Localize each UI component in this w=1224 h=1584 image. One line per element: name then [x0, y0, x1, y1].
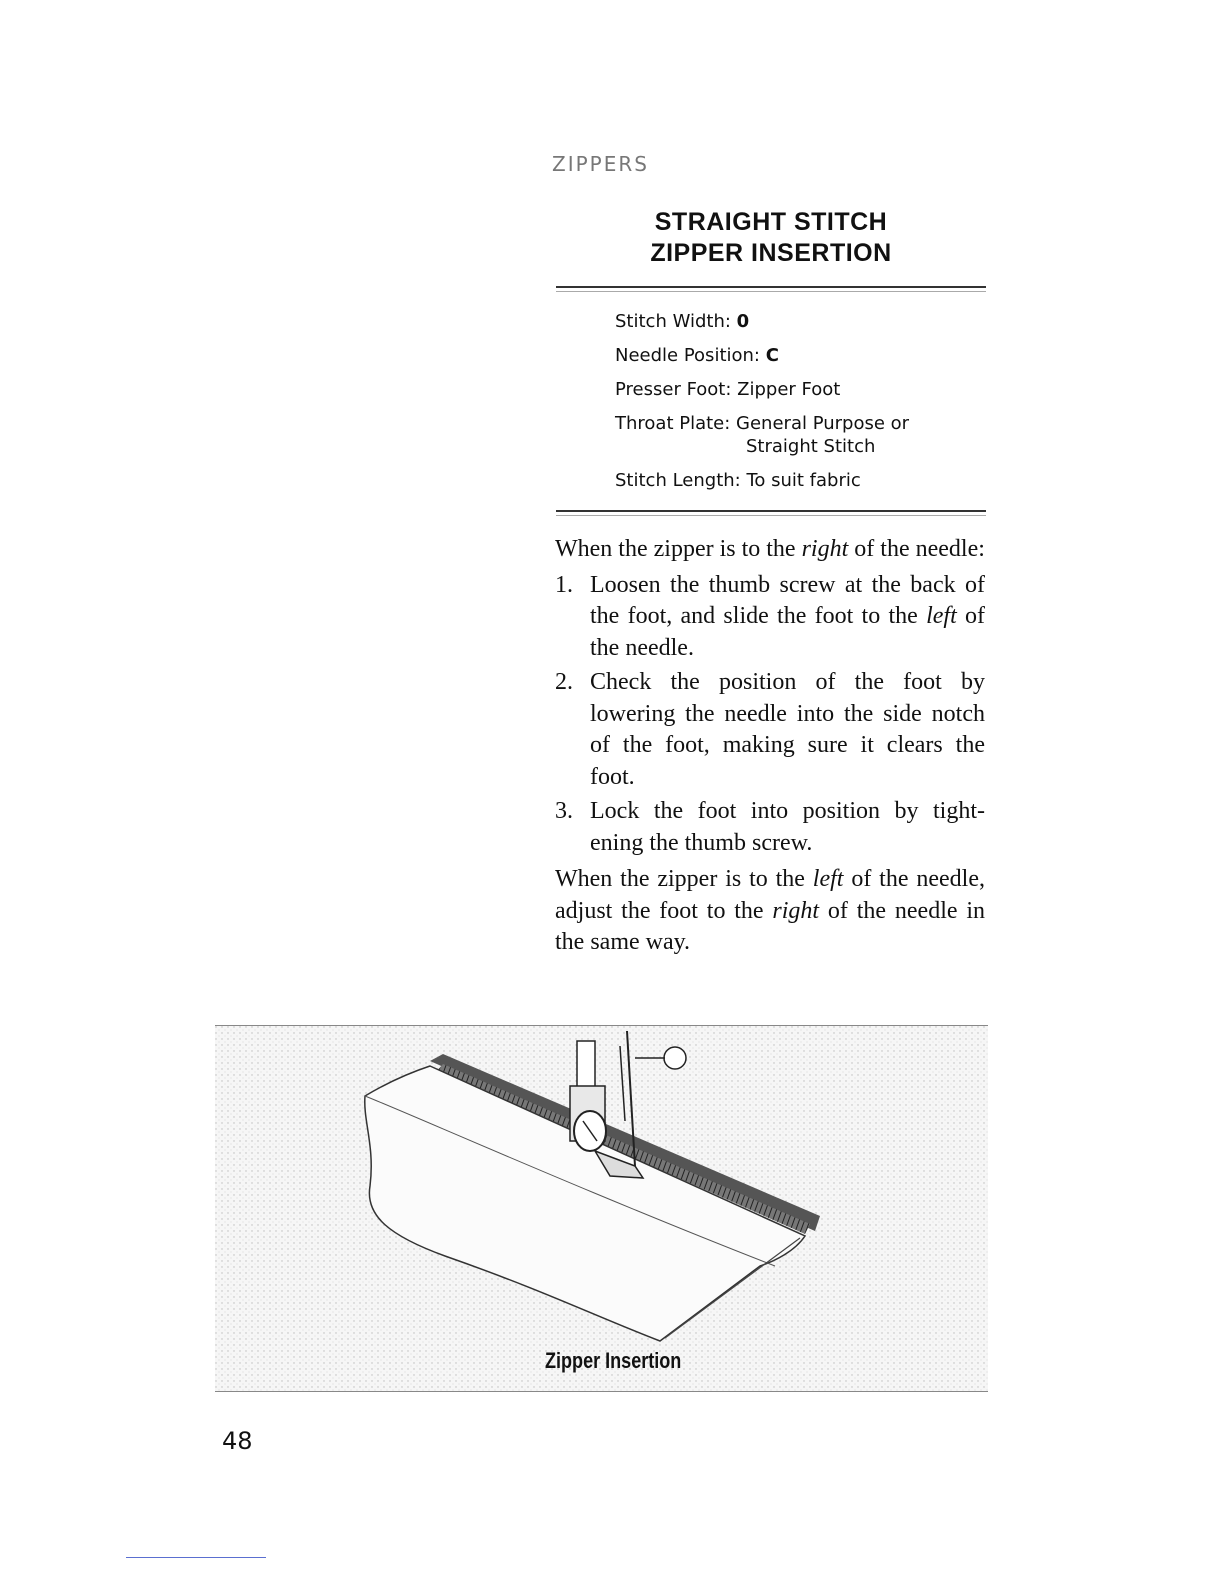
zipper-insertion-figure	[215, 1025, 988, 1392]
needle-clamp-screw-icon	[664, 1047, 686, 1069]
intro-text-a: When the zipper is to the	[555, 536, 802, 562]
page-number: 48	[222, 1427, 253, 1455]
intro-text-b: of the needle:	[848, 536, 985, 562]
bottom-rule-thin	[556, 515, 986, 516]
step-text: Lock the foot into position by tight-ening the thumb screw.	[590, 798, 985, 856]
step-number: 3.	[555, 798, 573, 824]
step-number: 2.	[555, 669, 573, 695]
figure-caption: Zipper Insertion	[545, 1348, 682, 1373]
closing-emphasis-2: right	[772, 897, 820, 924]
heading-line-1: STRAIGHT STITCH	[654, 208, 888, 236]
throat-plate-row	[615, 412, 909, 458]
zipper-illustration	[215, 1026, 988, 1391]
bottom-rule	[556, 510, 986, 512]
throat-plate-line-1: Throat Plate: General Purpose or	[615, 413, 910, 434]
top-rule-thin	[556, 291, 986, 292]
settings-block	[615, 310, 909, 503]
steps-list	[555, 570, 985, 860]
heading-line-2: ZIPPER INSERTION	[650, 239, 892, 267]
step-text-a: Loosen the thumb screw at the back of the foot, and slide the foot to the	[590, 571, 985, 629]
needle-position-label: Needle Position:	[615, 345, 760, 366]
page-heading	[556, 207, 986, 269]
intro-emphasis: right	[801, 536, 849, 562]
closing-paragraph	[555, 864, 985, 959]
closing-text-b: of the needle, adjust the foot to the	[555, 866, 985, 924]
list-item	[555, 667, 985, 793]
step-emphasis: left	[926, 603, 957, 629]
intro-paragraph	[555, 534, 985, 566]
section-tag: ZIPPERS	[552, 152, 649, 176]
closing-emphasis-1: left	[812, 866, 844, 892]
closing-text-c: of the needle in the same way.	[555, 897, 986, 955]
list-item	[555, 796, 985, 859]
footer-line	[126, 1557, 266, 1558]
throat-plate-line-2: Straight Stitch	[746, 436, 876, 457]
step-text: Check the position of the foot by lowering the needle into the side notch of the foot, making sure it clears the foot.	[590, 669, 985, 790]
presser-foot-row: Presser Foot: Zipper Foot	[615, 379, 841, 400]
needle-position-row	[615, 344, 909, 367]
closing-text-a: When the zipper is to the	[555, 866, 813, 892]
top-rule	[556, 286, 986, 288]
step-text-b: of the needle.	[590, 603, 985, 661]
list-item	[555, 570, 985, 665]
stitch-width-label: Stitch Width:	[615, 311, 731, 332]
instructions	[555, 534, 985, 963]
stitch-width-value: 0	[736, 311, 750, 332]
needle-position-value: C	[765, 345, 779, 366]
stitch-length-row: Stitch Length: To suit fabric	[615, 470, 861, 491]
stitch-width-row	[615, 310, 909, 333]
step-number: 1.	[555, 571, 573, 598]
